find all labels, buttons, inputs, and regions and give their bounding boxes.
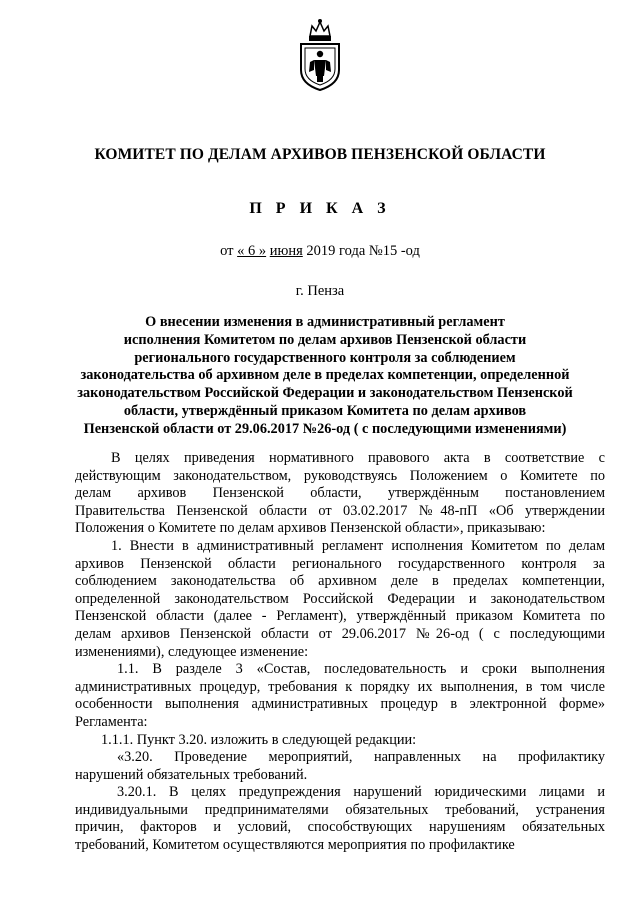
date-prefix: от: [220, 243, 238, 259]
body-text-line: нарушений обязательных требований.: [75, 766, 308, 783]
body-text-line: индивидуальными предпринимателями обязательных требований, устранения: [75, 801, 605, 818]
subject-line: области, утверждённый приказом Комитета по делам архивов: [123, 402, 527, 419]
body-text-line: 3.20.1. В целях предупреждения нарушений юридическими лицами и: [117, 784, 605, 801]
body-text-line: Пензенской области (далее - Регламент), утверждённый приказом Комитета по: [75, 608, 605, 625]
body-text-line: Правительства Пензенской области от 03.02.2017 №48-пП «Об утверждении: [75, 502, 605, 519]
subject-line: О внесении изменения в административный регламент: [145, 314, 505, 330]
body-text-line: 1.1. В разделе 3 «Состав, последовательность и сроки выполнения: [117, 661, 605, 678]
body-text-line: архивов Пензенской области регионального государственного контроля за: [75, 555, 605, 572]
body-text-line: определенной законодательством Российской Федерации и законодательством: [75, 590, 605, 607]
city: г. Пенза: [295, 283, 345, 299]
date-rest: 2019 года №15 -од: [302, 243, 420, 259]
order-date: [0, 243, 640, 260]
body-text-line: 1.1.1. Пункт 3.20. изложить в следующей редакции:: [101, 731, 417, 748]
subject-line: исполнения Комитетом по делам архивов Пензенской области: [123, 331, 527, 348]
penza-coat-of-arms-icon: [296, 18, 344, 92]
body-text-line: В целях приведения нормативного правового акта в соответствие с: [111, 450, 605, 466]
body-text-line: делам архивов Пензенской области, утверждённым постановлением: [75, 485, 605, 502]
committee-name: КОМИТЕТ ПО ДЕЛАМ АРХИВОВ ПЕНЗЕНСКОЙ ОБЛАСТИ: [94, 146, 546, 163]
body-text-line: «3.20. Проведение мероприятий, направленных на профилактику: [117, 749, 605, 766]
body-text-line: действующим законодательством, руководствуясь Положением о Комитете по: [75, 467, 605, 484]
body-text-line: Регламента:: [75, 713, 148, 730]
date-day: « 6 »: [237, 243, 267, 259]
body-text-line: требований, Комитетом осуществляются мероприятия по профилактике: [75, 837, 515, 854]
body-text-line: причин, факторов и условий, способствующих нарушениям обязательных: [75, 819, 605, 836]
order-subject: [60, 314, 590, 439]
date-month: июня: [269, 243, 303, 259]
order-body: [75, 450, 605, 855]
body-text-line: административных процедур, требования к порядку их выполнения, в том числе: [75, 678, 605, 695]
body-text-line: изменениями), следующее изменение:: [75, 643, 309, 660]
subject-line: законодательством Российской Федерации и законодательством Пензенской: [77, 385, 573, 402]
body-text-line: Положения о Комитете по делам архивов Пензенской области», приказываю:: [75, 520, 546, 537]
document-type: П Р И К А З: [249, 200, 391, 217]
subject-line: регионального государственного контроля за соблюдением: [134, 349, 516, 366]
body-text-line: 1. Внести в административный регламент исполнения Комитетом по делам: [111, 537, 605, 554]
subject-line: Пензенской области от 29.06.2017 №26-од ( с последующими изменениями): [83, 420, 567, 437]
subject-line: законодательства об архивном деле в пределах компетенции, определенной: [80, 367, 570, 384]
body-text-line: соблюдением законодательства об архивном деле в пределах компетенции,: [75, 573, 605, 590]
body-text-line: особенности выполнения административных процедур в электронной форме»: [75, 696, 605, 713]
body-text-line: делам архивов Пензенской области от 29.06.2017 №26-од ( с последующими: [75, 625, 605, 642]
